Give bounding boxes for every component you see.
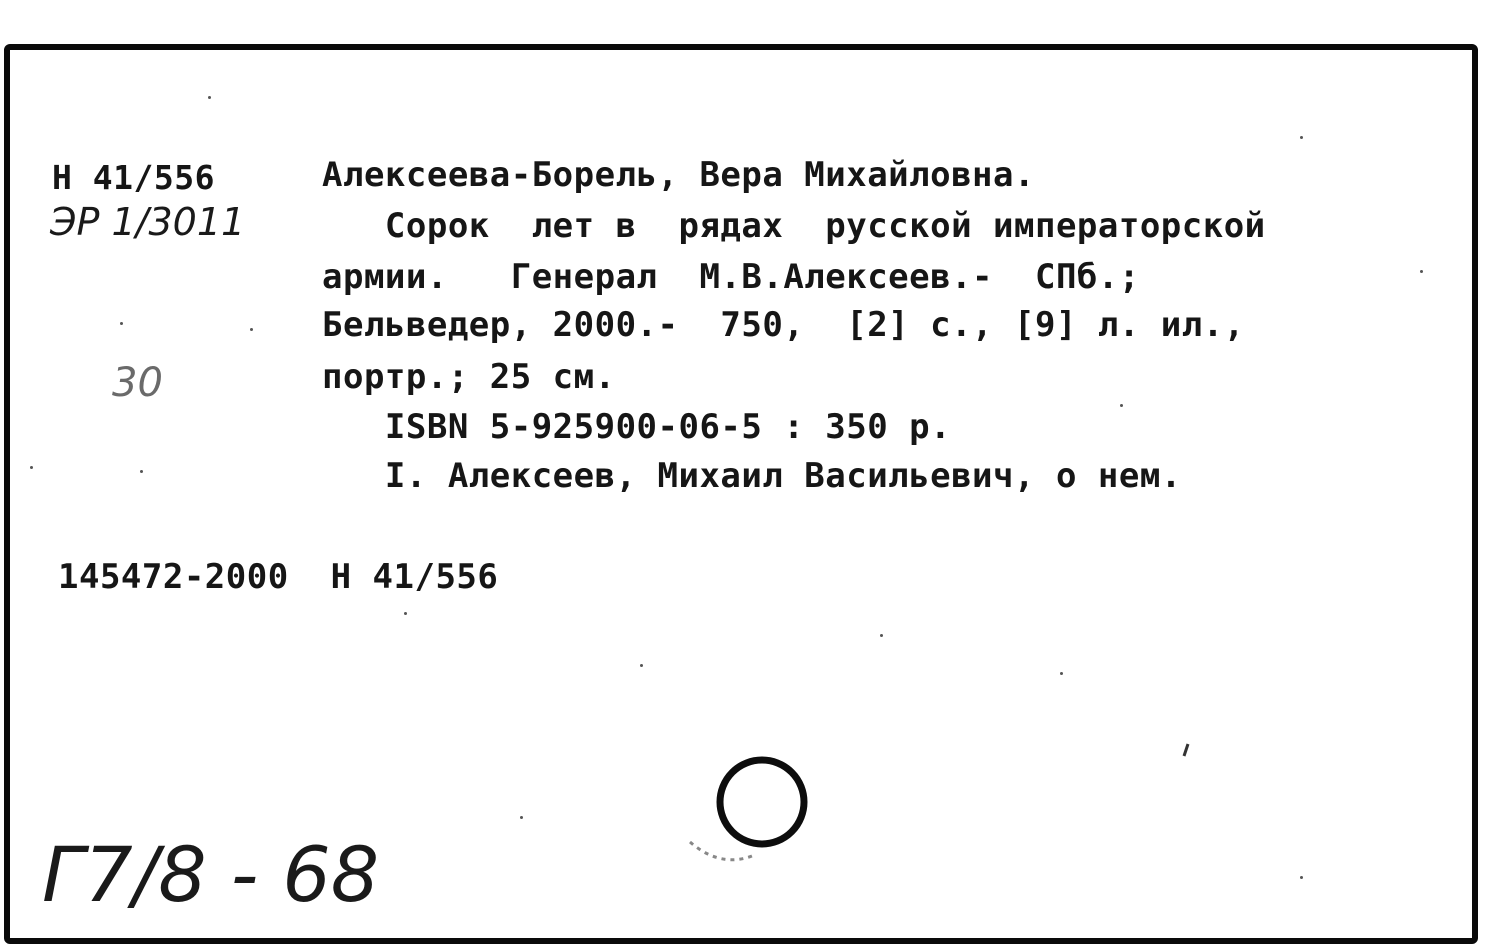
rod-hole-icon xyxy=(720,760,804,844)
scan-speck xyxy=(120,322,123,325)
pen-tick xyxy=(1184,744,1188,756)
scan-speck xyxy=(1300,136,1303,139)
margin-mark: 30 xyxy=(112,360,163,406)
heading-author: Алексеева-Борель, Вера Михайловна. xyxy=(322,155,1035,195)
title-line-4: портр.; 25 см. xyxy=(322,357,616,397)
accession-line: 145472-2000 Н 41/556 xyxy=(58,557,499,597)
scan-speck xyxy=(1300,876,1303,879)
scan-speck xyxy=(250,328,253,331)
scan-speck xyxy=(1120,404,1123,407)
scan-speck xyxy=(520,816,523,819)
scan-speck xyxy=(30,466,33,469)
added-entry: I. Алексеев, Михаил Васильевич, о нем. xyxy=(322,456,1182,496)
title-line-3: Бельведер, 2000.- 750, [2] с., [9] л. ил., xyxy=(322,305,1245,345)
shelfmark-handwritten: ЭР 1/3011 xyxy=(50,200,246,244)
isbn-line: ISBN 5-925900-06-5 : 350 р. xyxy=(322,407,952,447)
scan-speck xyxy=(1060,672,1063,675)
scan-speck xyxy=(140,470,143,473)
scan-speck xyxy=(880,634,883,637)
scan-speck xyxy=(1420,270,1423,273)
hole-smudge xyxy=(690,842,752,860)
bottom-handwritten-code: Г7/8 - 68 xyxy=(42,830,380,919)
scan-speck xyxy=(640,664,643,667)
scan-speck xyxy=(404,612,407,615)
shelfmark-top: Н 41/556 xyxy=(52,158,215,197)
title-line-1: Сорок лет в рядах русской императорской xyxy=(322,206,1266,246)
scan-speck xyxy=(208,96,211,99)
title-line-2: армии. Генерал М.В.Алексеев.- СПб.; xyxy=(322,257,1140,297)
